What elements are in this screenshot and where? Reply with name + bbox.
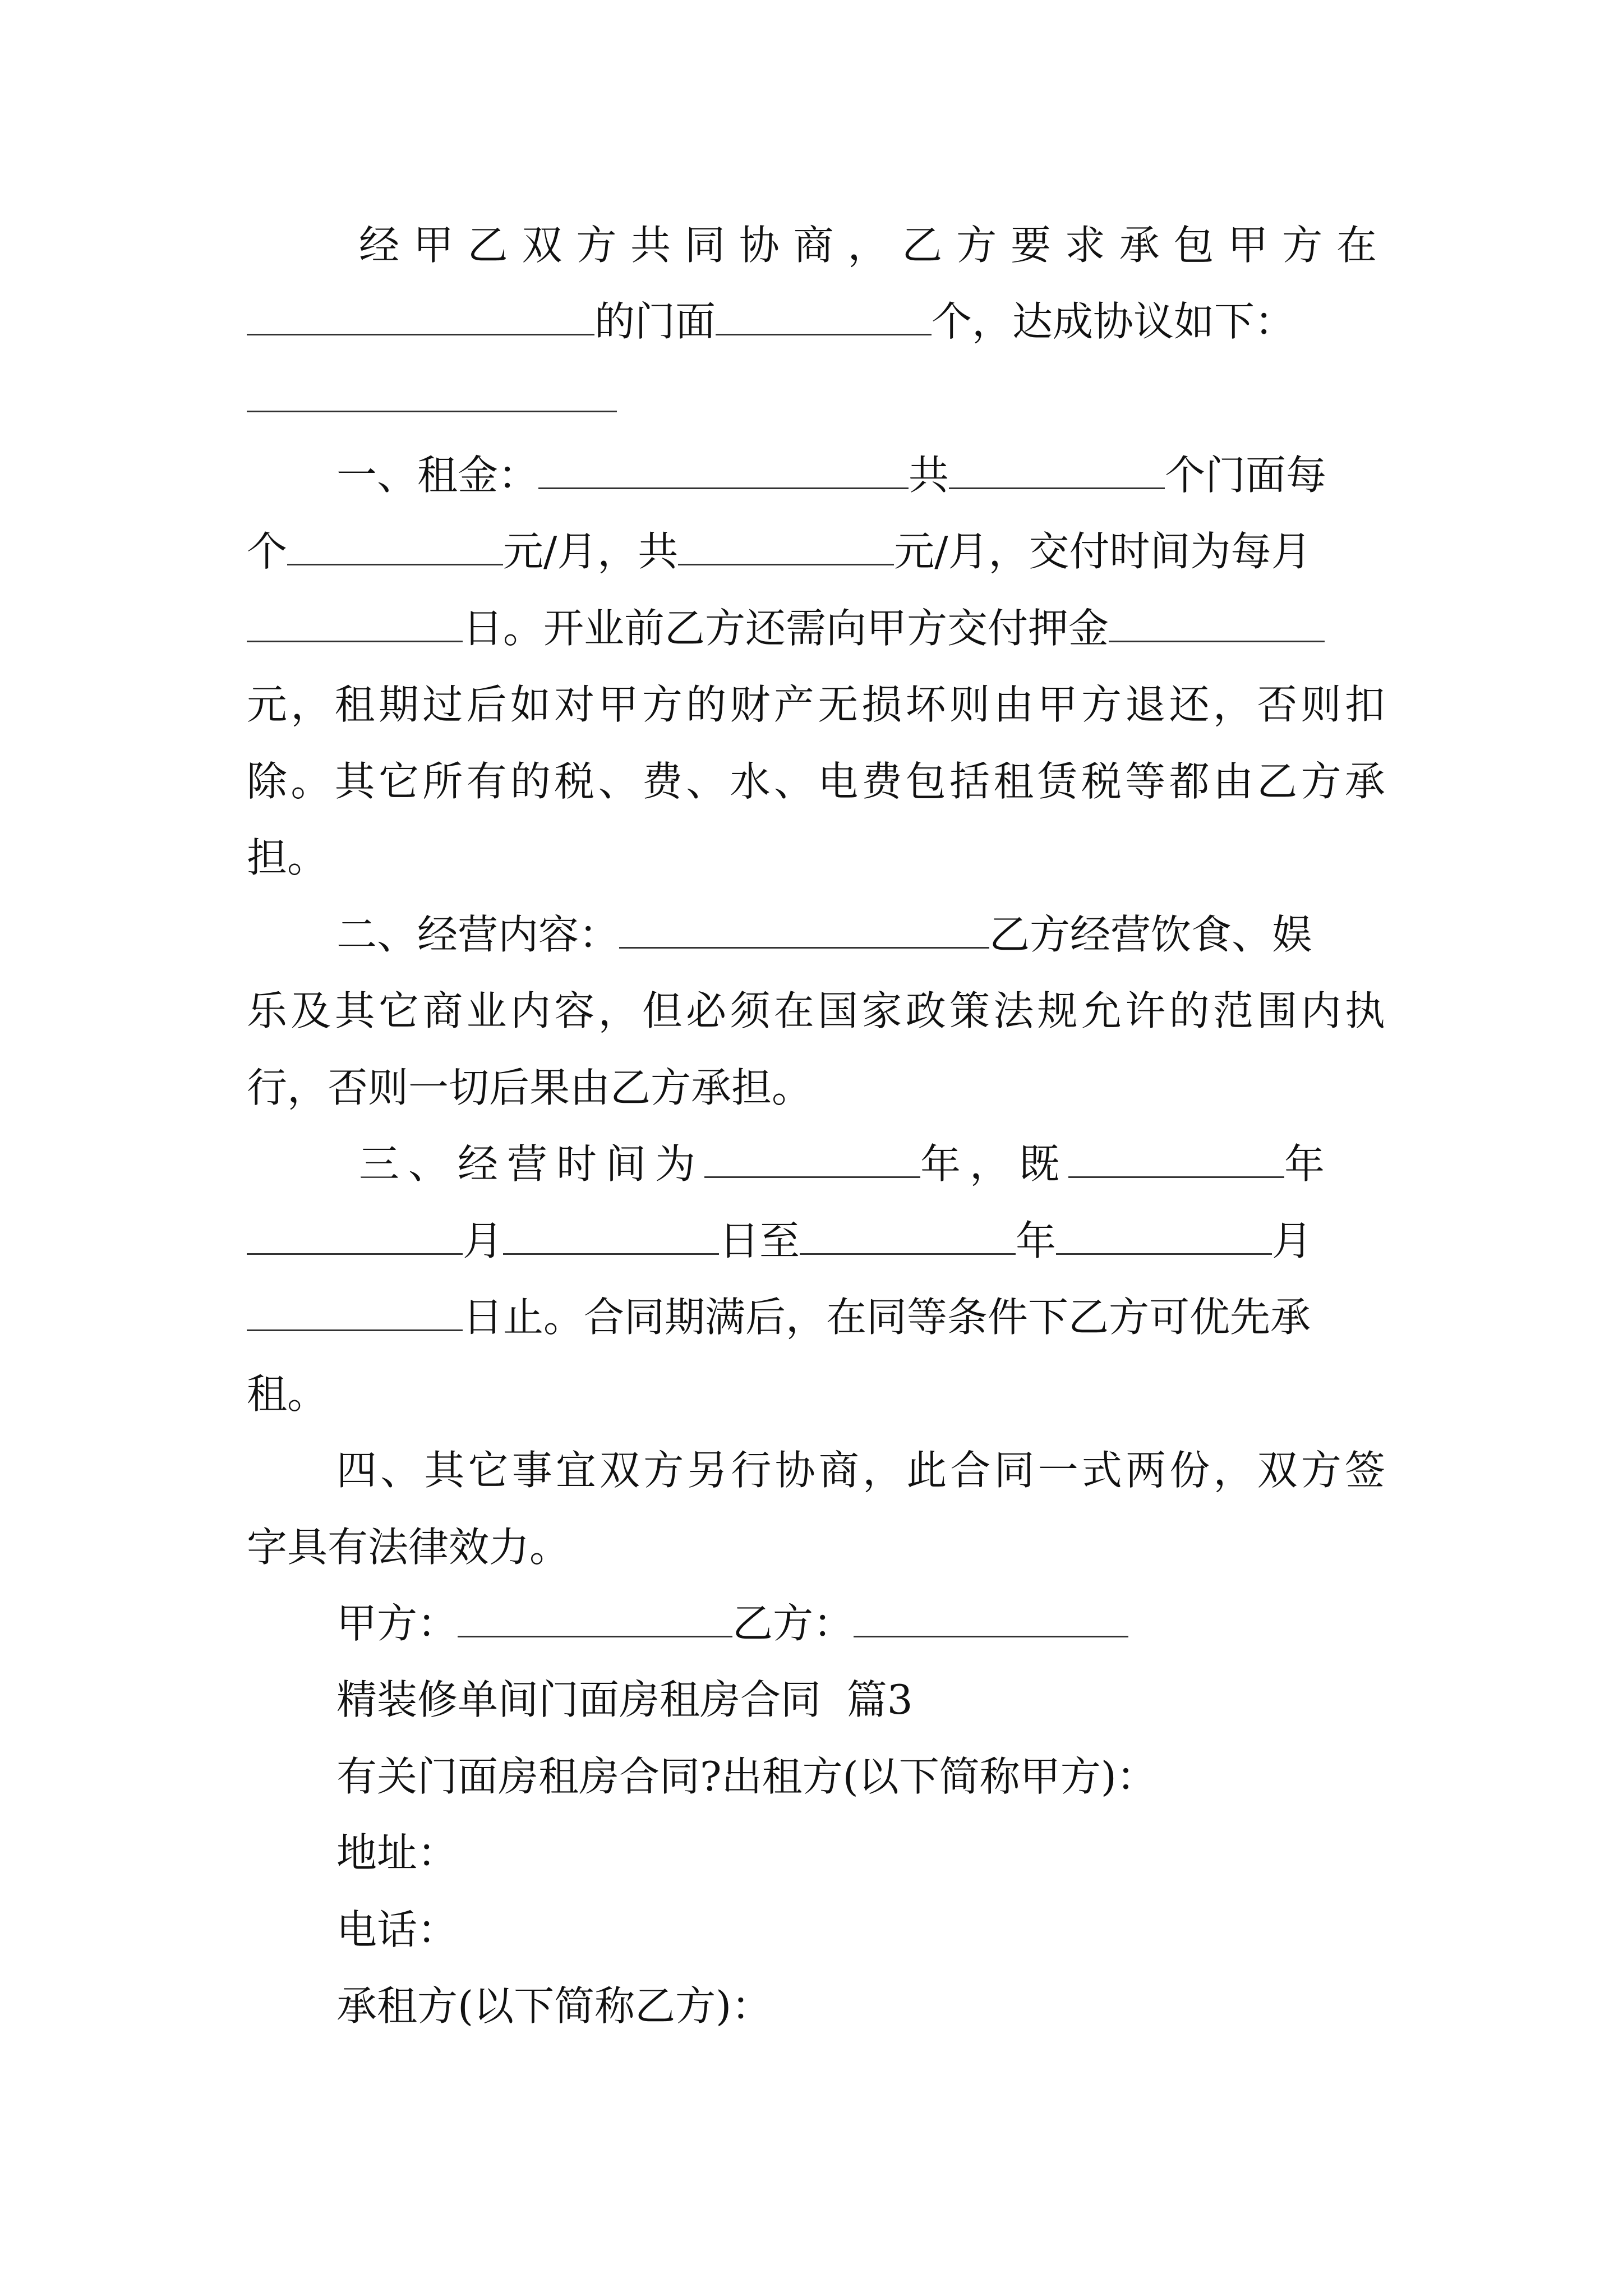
clause-3-month-a: 月 <box>463 1217 504 1264</box>
clause-1-line-1 <box>336 444 1326 506</box>
section-heading <box>336 1669 913 1731</box>
address-label: 地址： <box>336 1829 458 1876</box>
clause-3-year-b: 年 <box>1284 1140 1325 1188</box>
clause-1-line-6 <box>247 827 328 889</box>
clause-1-per-month-b: 元/月，交付时间为每月 <box>894 528 1312 575</box>
clause-1-unit-prefix: 个 <box>247 528 288 575</box>
clause-1-deposit: 日。开业前乙方还需向甲方交付押金 <box>463 605 1109 652</box>
clause-3-line-1 <box>359 1133 1325 1195</box>
start-day-blank <box>503 1220 719 1255</box>
clause-1-text-5: 除 。 其 它 所 有 的 税 、 费 、 水 、 电 费 包 括 租 赁 税 等 都 由 乙 方 承 <box>247 758 1385 805</box>
clause-2-lead: 二、经营内容： <box>336 911 620 958</box>
clause-1-line-4 <box>247 674 1385 735</box>
clause-3-line-4 <box>247 1363 328 1425</box>
clause-3-year-c: 年 <box>1016 1217 1057 1264</box>
end-year-blank <box>800 1220 1016 1255</box>
clause-1-line-3 <box>247 597 1325 659</box>
party-b-label: 乙方： <box>732 1600 854 1647</box>
start-year-blank <box>1068 1143 1284 1178</box>
term-years-blank <box>704 1143 920 1178</box>
clause-1-per-month-a: 元/月，共 <box>503 528 679 575</box>
party-b-signature-blank <box>854 1602 1128 1637</box>
clause-1-per-unit: 个门面每 <box>1165 452 1327 499</box>
intro-line-2 <box>247 291 1295 352</box>
end-month-blank <box>1056 1220 1272 1255</box>
clause-3-day-end: 日止。合同期满后，在同等条件下乙方可优先承 <box>463 1294 1311 1341</box>
business-content-blank <box>619 913 989 949</box>
unit-count-blank <box>949 454 1165 489</box>
address-line <box>336 1822 458 1884</box>
clause-4-line-1 <box>336 1439 1385 1501</box>
clause-1-text-4: 元 ， 租 期 过 后 如 对 甲 方 的 财 产 无 损 坏 则 由 甲 方 退 还 ， 否 则 扣 <box>247 681 1385 728</box>
clause-2-text-3: 行，否则一切后果由乙方承担。 <box>247 1064 813 1111</box>
clause-3-line-3 <box>247 1286 1311 1348</box>
intro-line-1 <box>359 214 1377 276</box>
clause-4-line-2 <box>247 1516 570 1578</box>
end-day-blank <box>247 1296 463 1331</box>
clause-3-month-b: 月 <box>1272 1217 1313 1264</box>
clause-4-text-1: 四 、 其 它 事 宜 双 方 另 行 协 商 ， 此 合 同 一 式 两 份 ， 双 方 签 <box>336 1447 1385 1494</box>
rent-blank <box>538 454 909 489</box>
clause-3-text-4: 租。 <box>247 1370 328 1418</box>
clause-2-text-2: 乐 及 其 它 商 业 内 容 ， 但 必 须 在 国 家 政 策 法 规 允 许 的 范 围 内 执 <box>247 987 1385 1034</box>
clause-2-tail: 乙方经营饮食、娱 <box>989 911 1313 958</box>
section-heading-text: 精装修单间门面房租房合同 篇3 <box>336 1676 913 1723</box>
total-price-blank <box>678 530 894 565</box>
deposit-blank <box>1109 607 1325 642</box>
unit-price-blank <box>287 530 503 565</box>
clause-1-shared: 共 <box>909 452 949 499</box>
clause-4-text-2: 字具有法律效力。 <box>247 1524 570 1571</box>
clause-3-year-a: 年，既 <box>920 1140 1069 1188</box>
clause-1-line-5 <box>247 751 1385 812</box>
landlord-label: 有关门面房租房合同?出租方(以下简称甲方)： <box>336 1753 1157 1800</box>
tenant-line <box>336 1975 772 2037</box>
party-a-label: 甲方： <box>336 1600 458 1647</box>
agreement-label: 个，达成协议如下： <box>932 298 1295 345</box>
clause-2-line-1 <box>336 904 1312 965</box>
intro-text: 经 甲 乙 双 方 共 同 协 商 ， 乙 方 要 求 承 包 甲 方 在 <box>359 222 1377 269</box>
party-a-signature-blank <box>458 1602 732 1637</box>
clause-1-lead: 一、租金： <box>336 452 539 499</box>
shopfront-label: 的门面 <box>594 298 716 345</box>
start-month-blank <box>247 1220 463 1255</box>
clause-2-line-2 <box>247 980 1385 1042</box>
clause-3-day-to: 日至 <box>719 1217 800 1264</box>
clause-3-lead: 三、经营时间为 <box>359 1140 705 1188</box>
pay-day-blank <box>247 607 463 642</box>
shopfront-count-blank <box>716 300 932 335</box>
signature-line <box>336 1593 1128 1654</box>
intro-line-3 <box>247 367 617 429</box>
location-blank <box>247 300 594 335</box>
extra-blank <box>247 377 617 412</box>
clause-2-line-3 <box>247 1057 812 1119</box>
tenant-label: 承租方(以下简称乙方)： <box>336 1982 772 2030</box>
clause-1-text-6: 担。 <box>247 834 328 881</box>
phone-label: 电话： <box>336 1906 458 1953</box>
clause-1-line-2 <box>247 521 1312 582</box>
clause-3-line-2 <box>247 1210 1312 1272</box>
phone-line <box>336 1899 458 1961</box>
landlord-line <box>336 1746 1157 1807</box>
